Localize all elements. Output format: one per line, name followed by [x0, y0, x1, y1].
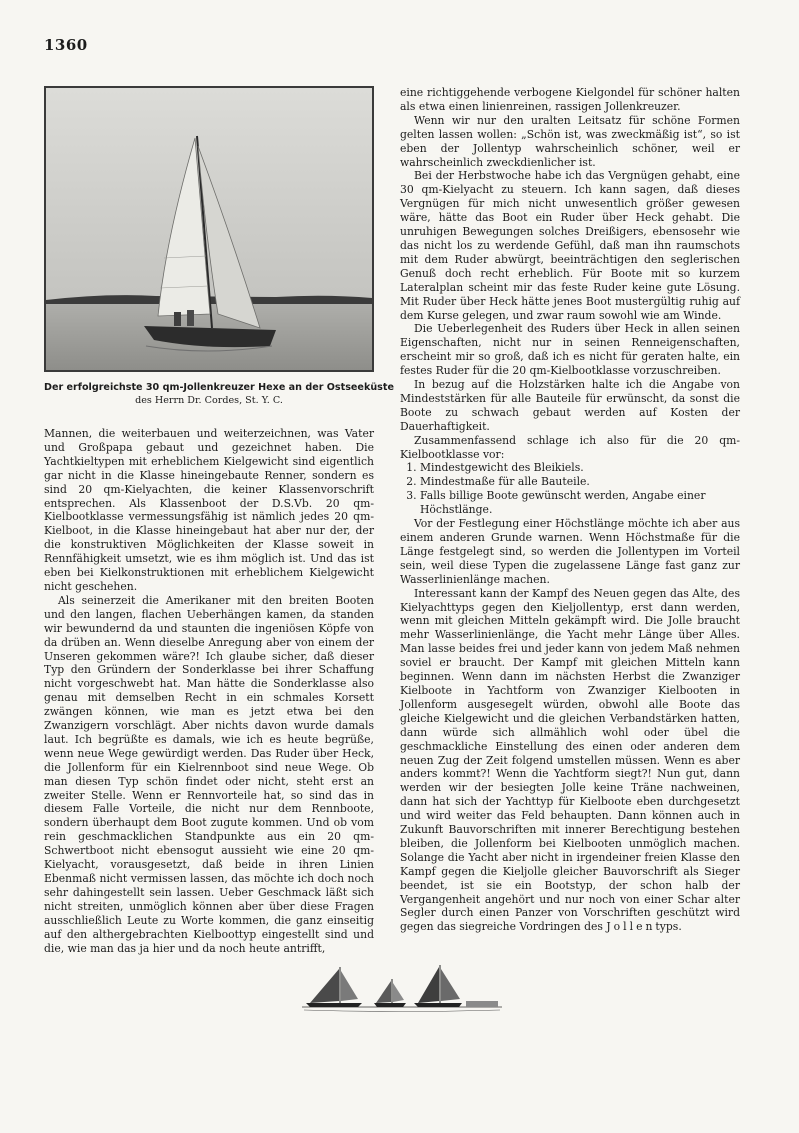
proposal-list: [400, 461, 740, 517]
page-number: 1360: [44, 36, 88, 54]
sailboats-ornament: [302, 963, 502, 1015]
left-column: [44, 427, 374, 955]
paragraph: eine richtiggehende verbogene Kielgondel für schöner halten als etwa einen linienreinen, rassigen Jollenkreuzer.: [400, 86, 740, 113]
list-item: 1. Mindestgewicht des Bleikiels.: [420, 461, 740, 475]
list-item: 2. Mindestmaße für alle Bauteile.: [420, 475, 740, 489]
sailboat-photo: [44, 86, 374, 372]
paragraph: [400, 587, 740, 935]
word-ending: typs.: [655, 920, 682, 934]
figure-caption-credit: des Herrn Dr. Cordes, St. Y. C.: [135, 395, 283, 406]
figure-caption-title: Der erfolgreichste 30 qm-Jollenkreuzer Hexe an der Ostseeküste: [44, 382, 394, 393]
figure: [44, 86, 394, 407]
paragraph: Mannen, die weiterbauen und weiterzeichnen, was Vater und Großpapa gebaut und gezeichnet haben. Die Yachtkieltypen mit erheblichem Kielgewicht sind eigentlich gar nicht in die Klasse hineingebaute Renner, sondern es sind 20 qm-Kielyachten, die keiner Klassenvorschrift entsprechen. Als Klassenboot der D.S.Vb. 20 qm-Kielbootklasse vermessungsfähig ist nämlich jedes 20 qm-Kielboot, in die Klasse hineingebaut hat aber nur der, der die konstruktiven Möglichkeiten der Klasse soweit in Rennfähigkeit umsetzt, wie es ihm möglich ist. Und das ist eben bei Kielkonstruktionen mit erheblichem Kielgewicht nicht geschehen.: [44, 427, 374, 593]
right-column: [400, 86, 740, 934]
list-item: 3. Falls billige Boote gewünscht werden, Angabe einer Höchstlänge.: [420, 489, 740, 517]
paragraph: Die Ueberlegenheit des Ruders über Heck in allen seinen Eigenschaften, nicht nur in seinen Renneigenschaften, erscheint mir so groß, daß ich es nicht für geraten halte, ein festes Ruder für die 20 qm-Kielbootklasse vorzuschreiben.: [400, 322, 740, 378]
spaced-word: Jollen: [606, 920, 656, 934]
paragraph-text: Interessant kann der Kampf des Neuen gegen das Alte, des Kielyachttyps gegen den Kieljollentyp, erst dann werden, wenn mit gleichen Mitteln gekämpft wird. Die Jolle braucht mehr Wasserlinienlänge, die Yacht mehr Länge über Alles. Man lasse beides frei und jeder kann von jedem Maß nehmen soviel er braucht. Der Kampf mit gleichen Mitteln kann beginnen. Wenn dann im nächsten Herbst die Zwanziger Kielboote in Yachtform von Zwanziger Kielbooten in Jollenform ausgesegelt würden, obwohl alle Boote das gleiche Kielgewicht und die gleichen Verbandstärken hatten, dann würde sich allmählich wohl oder übel die geschmackliche Einstellung des einen oder anderen dem neuen Zug der Zeit folgend umstellen müssen. Wenn es aber anders kommt?! Wenn die Yachtform siegt?! Nun gut, dann werden wir der besiegten Jolle keine Träne nachweinen, dann hat sich der Yachttyp für Kielboote eben durchgesetzt und wird weiter das Feld behaupten. Dann können auch in Zukunft Bauvorschriften mit innerer Berechtigung bestehen bleiben, die Jollenform bei Kielbooten unmöglich machen. Solange die Yacht aber nicht in irgendeiner freien Klasse den Kampf gegen die Kieljolle gleicher Bauvorschrift als Sieger beendet, ist sie ein Bootstyp, der schon halb der Vergangenheit angehört und nur noch von einer Schar alter Segler durch einen Panzer von Vorschriften geschützt wird gegen das siegreiche Vordringen des: [400, 586, 740, 934]
paragraph: Vor der Festlegung einer Höchstlänge möchte ich aber aus einem anderen Grunde warnen. Wenn Höchstmaße für die Länge festgelegt sind, so werden die Jollentypen im Vorteil sein, weil diese Typen die zugelassene Länge fast ganz zur Wasserlinienlänge machen.: [400, 517, 740, 586]
paragraph: Zusammenfassend schlage ich also für die 20 qm-Kielbootklasse vor:: [400, 433, 740, 461]
paragraph: Bei der Herbstwoche habe ich das Vergnügen gehabt, eine 30 qm-Kielyacht zu steuern. Ich kann sagen, daß dieses Vergnügen für mich nicht unwesentlich größer gewesen wäre, hätte das Boot ein Ruder über Heck gehabt. Die unruhigen Bewegungen solches Dreißigers, ebensosehr wie das nicht los zu werdende Gefühl, daß man ihn raumschots mit dem Ruder abwürgt, beeinträchtigen den seglerischen Genuß doch recht erheblich. Für Boote mit so kurzem Lateralplan scheint mir das feste Ruder keine gute Lösung. Mit Ruder über Heck hätte jenes Boot mustergültig ruhig auf dem Kurse gelegen, und zwar raum sowohl wie am Winde.: [400, 169, 740, 322]
paragraph: Wenn wir nur den uralten Leitsatz für schöne Formen gelten lassen wollen: „Schön ist, was zweckmäßig ist“, so ist eben der Jollentyp wahrscheinlich schöner, weil er wahrscheinlich zweckdienlicher ist.: [400, 113, 740, 169]
paragraph: Als seinerzeit die Amerikaner mit den breiten Booten und den langen, flachen Ueberhängen kamen, da standen wir bewundernd da und staunten die ingeniösen Köpfe von da drüben an. Wenn dieselbe Anregung aber von einem der Unseren gekommen wäre?! Ich glaube sicher, daß dieser Typ den Gründern der Sonderklasse bei ihrer Schaffung nicht vorgeschwebt hat. Man hätte die Sonderklasse also genau mit demselben Recht in ein schmales Korsett zwängen können, wie man es jetzt etwa bei den Zwanzigern vorschlägt. Aber nichts davon wurde damals laut. Ich begrüßte es damals, wie ich es heute begrüße, wenn neue Wege gewürdigt werden. Das Ruder über Heck, die Jollenform für ein Kielrennboot sind neue Wege. Ob man diesen Typ schön findet oder nicht, steht erst an zweiter Stelle. Wenn er Rennvorteile hat, so sind das in diesem Falle Vorteile, die nicht nur dem Rennboote, sondern überhaupt dem Boot zugute kommen. Und ob vom rein geschmacklichen Standpunkte aus ein 20 qm-Schwertboot nicht ebensogut aussieht wie eine 20 qm-Kielyacht, vorausgesetzt, daß beide in ihren Linien Ebenmaß nicht vermissen lassen, das möchte ich doch noch sehr dahingestellt sein lassen. Ueber Geschmack läßt sich nicht streiten, unmöglich können aber über diese Fragen ausschließlich Leute zu Worte kommen, die ganz einseitig auf den althergebrachten Kielboottyp eingestellt sind und die, wie man das ja hier und da noch heute antrifft,: [44, 593, 374, 955]
paragraph: In bezug auf die Holzstärken halte ich die Angabe von Mindeststärken für alle Bauteile für erwünscht, da sonst die Boote zu schwach gebaut werden auf Kosten der Dauerhaftigkeit.: [400, 378, 740, 433]
